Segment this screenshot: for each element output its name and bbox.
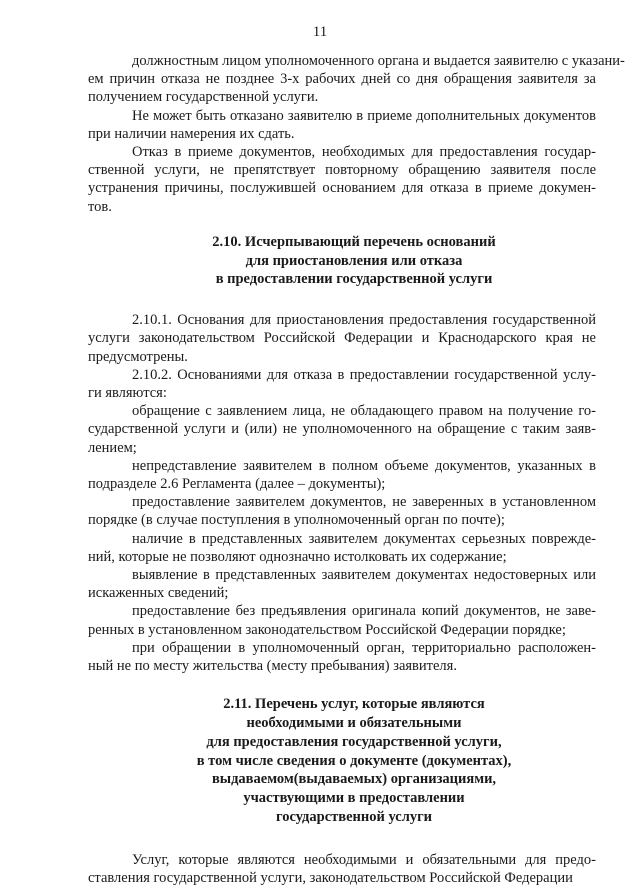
paragraph [88,311,596,366]
heading-line: 2.10. Исчерпывающий перечень оснований [212,233,496,250]
heading-line: 2.11. Перечень услуг, которые являются [223,696,485,713]
text-line: предусмотрены. [88,348,188,365]
heading-line: в предоставлении государственной услуги [215,271,493,288]
section-heading [88,233,596,289]
heading-line: для приостановления или отказа [245,252,463,269]
paragraph [88,493,596,529]
heading-line: государственной услуги [275,809,433,826]
paragraph [88,143,596,216]
text-line: ем причин отказа не позднее 3-х рабочих дней со дня обращения заявителя за [88,71,596,88]
text-line: при обращении в уполномоченный орган, территориально расположен- [132,639,596,656]
paragraph [88,566,596,602]
heading-line: участвующими в предоставлении [243,790,465,807]
text-line: устранения причины, послужившей основанием для отказа в приеме докумен- [88,180,596,197]
text-line: услуги законодательством Российской Федерации и Краснодарского края не [88,330,596,347]
heading-line: в том числе сведения о документе (документах), [196,752,512,769]
paragraph [88,366,596,402]
text-line: непредставление заявителем в полном объеме документов, указанных в [132,457,596,474]
text-line: сударственной услуги и (или) не уполномоченного на обращение с таким заяв- [88,421,596,438]
paragraph [88,107,596,143]
text-line: обращение с заявлением лица, не обладающего правом на получение го- [132,403,596,420]
paragraph [88,602,596,638]
text-line: ственной услуги, не препятствует повторному обращению заявителя после [88,162,596,179]
text-line: должностным лицом уполномоченного органа и выдается заявителю с указани- [132,53,625,69]
text-line: искаженных сведений; [88,585,229,602]
heading-line: выдаваемом(выдаваемых) организациями, [211,771,497,788]
text-line: при наличии намерения их сдать. [88,125,295,142]
text-line: предоставление без предъявления оригинала копий документов, не заве- [132,603,596,620]
paragraph [88,52,625,107]
text-line: ный не по месту жительства (месту пребывания) заявителя. [88,658,457,675]
text-line: наличие в представленных заявителем документах серьезных поврежде- [132,530,596,547]
text-line: Не может быть отказано заявителю в приеме дополнительных документов [132,107,596,124]
text-line: выявление в представленных заявителем документах недостоверных или [132,567,596,584]
paragraph [88,402,596,457]
text-line: ний, которые не позволяют однозначно истолковать их содержание; [88,548,507,565]
text-line: порядке (в случае поступления в уполномоченный орган по почте); [88,512,505,529]
document-body [88,52,625,887]
paragraph [88,457,596,493]
section-heading [88,695,596,827]
text-line: Отказ в приеме документов, необходимых для предоставления государ- [132,144,596,161]
paragraph [88,530,596,566]
text-line: предоставление заявителем документов, не заверенных в установленном [132,494,596,511]
text-line: 2.10.2. Основаниями для отказа в предоставлении государственной услу- [132,366,596,383]
heading-line: необходимыми и обязательными [246,715,462,732]
text-line: ренных в установленном законодательством Российской Федерации порядке; [88,621,566,638]
paragraph [88,851,596,887]
text-line: ги являются: [88,385,167,402]
paragraph [88,639,596,675]
heading-line: для предоставления государственной услуги, [206,733,502,750]
text-line: подразделе 2.6 Регламента (далее – документы); [88,476,386,493]
text-line: лением; [88,439,137,456]
text-line: Услуг, которые являются необходимыми и обязательными для предо- [132,851,596,868]
text-line: получением государственной услуги. [88,89,319,106]
page-number: 11 [312,24,328,40]
text-line: тов. [88,198,112,215]
text-line: 2.10.1. Основания для приостановления предоставления государственной [132,312,596,329]
text-line: ставления государственной услуги, законодательством Российской Федерации [88,870,573,887]
